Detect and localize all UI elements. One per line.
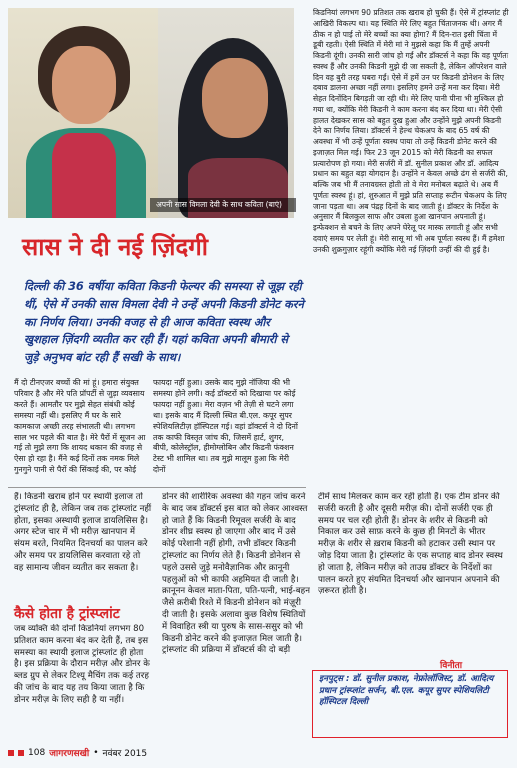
sidebar-column-1a: हैं। किडनी खराब होने पर स्थायी इलाज तो ट्रांस्प्लांट ही है, लेकिन जब तक ट्रांस्प्लांट नहीं होता, इसका अस्थायी इलाज डायलिसिस है। अगर स्टेज चार में भी मरीज़ खानपान में संयम बरते, नियमित दिनचर्या का पालन करे और समय पर डायलिसिस करवाता रहे तो वह सामान्य जीवन व्यतीत कर सकता है। — [14, 492, 152, 573]
story-column-2: फायदा नहीं हुआ। उसके बाद मुझे नॉजिया की भी समस्या होने लगी। कई डॉक्टरों को दिखाया पर कोई फायदा नहीं हुआ। मेरा वज़न भी तेज़ी से घटने लगा था। इसके बाद मैं दिल्ली स्थित बी.एल. कपूर सुपर स्पेशियलिटीज़ हॉस्पिटल गई। वहां डॉक्टर्स ने दो दिनों तक काफी विस्तृत जांच की, जिसमें हार्ट, शुगर, बीपी, कोलेस्ट्रॉल, हीमोग्लोबिन और किडनी फंक्शन टेस्ट भी शामिल था। तब मुझे मालूम हुआ कि मेरी दोनों — [153, 378, 298, 475]
page-number: 108 — [28, 747, 46, 758]
article-headline: सास ने दी नई ज़िंदगी — [22, 233, 208, 261]
article-intro: दिल्ली की 36 वर्षीया कविता किडनी फेल्यर की समस्या से जूझ रही थीं, ऐसे में उनकी सास विमला देवी ने उन्हें अपनी किडनी डोनेट करने का निर्णय लिया। उनकी वजह से ही आज कविता स्वस्थ और खुशहाल ज़िंदगी व्यतीत कर रही हैं। यहां कविता अपनी बीमारी से जुड़े अनुभव बांट रही हैं सखी के साथ। — [24, 280, 304, 365]
story-column-1: मैं दो टीनएजर बच्चों की मां हूं। हमारा संयुक्त परिवार है और मेरे पति प्रॉपर्टी से जुड़ा व्यवसाय करते हैं। आमतौर पर मुझे सेहत संबंधी कोई समस्या नहीं थी। इसलिए मैं घर के सारे कामकाज अच्छी तरह संभालती थी। लगभग साल भर पहले की बात है। मेरे पैरों में सूजन आ गई तो मुझे लगा कि शायद थकान की वजह से ऐसा हो रहा है। मैंने कई दिनों तक नमक मिले गुनगुने पानी से पैरों की सिंकाई की, पर कोई — [14, 378, 146, 475]
credit-text: डॉ. सुनील प्रकाश, नेफ्रोलॉजिस्ट, डॉ. आदित्य प्रधान ट्रांस्प्लांट सर्जन, बी.एल. कपूर सुपर स्पेशियलिटी हॉस्पिटल दिल्ली — [319, 674, 494, 707]
photo-kavita-and-mother-in-law — [8, 8, 294, 218]
footer-bullet: • — [93, 747, 99, 758]
story-column-right: किडनियां लगभग 90 प्रतिशत तक खराब हो चुकी हैं। ऐसे में ट्रांस्प्लांट ही आखिरी विकल्प था। यह स्थिति मेरे लिए बहुत चिंताजनक थी। अगर मैं ठीक न हो पाई तो मेरे बच्चों का क्या होगा? मैं दिन-रात इसी चिंता में डूबी रहती। ऐसी स्थिति में मेरी मां ने मुझसे कहा कि मैं तुम्हें अपनी किडनी दूंगी। उनकी सारी जांच हो गईं और डॉक्टर्स ने कहा कि वह पूर्णतः स्वस्थ हैं और उनकी किडनी मुझे दी जा सकती है, लेकिन ऑपरेशन वाले दिन वह बुरी तरह घबरा गईं। ऐसे में हमें उन पर किडनी डोनेशन के लिए दबाव डालना अच्छा नहीं लगा। इसलिए हमने उन्हें मना कर दिया। मेरी सेहत दिनोंदिन बिगड़ती जा रही थी। मेरे लिए पानी पीना भी मुश्किल हो गया था, क्योंकि मेरी किडनी ने काम करना बंद कर दिया था। मेरी ऐसी हालत देखकर सास को बहुत दुख हुआ और उन्होंने मुझे अपनी किडनी देने का निर्णय लिया। डॉक्टर्स ने हेल्थ चेकअप के बाद 65 वर्ष की अवस्था में भी उन्हें पूर्णतः स्वस्थ पाया तो उन्हें किडनी डोनेट करने की इजाज़त मिल गई। फिर 23 जून 2015 को मेरी किडनी का सफल प्रत्यारोपण हो गया। मेरी सर्जरी में डॉ. सुनील प्रकाश और डॉ. आदित्य प्रधान का बहुत बड़ा योगदान है। उन्होंने न केवल अच्छे ढंग से सर्जरी की, बल्कि जब भी मैं तनावग्रस्त होती तो वे मेरा मनोबल बढ़ाते थे। अब मैं पूर्णतः स्वस्थ हूं। हां, शुरुआत में मुझे प्रति सप्ताह रूटीन चेकअप के लिए जाना पड़ता था। अब पंद्रह दिनों के बाद जाती हूं। डॉक्टर के निर्देश के अनुसार मैं बिलकुल साफ और उबला हुआ खानपान अपनाती हूं। इन्फेक्शन से बचने के लिए अपने घेरेलू पर मास्क लगाती हूं और सभी दवाएं समय पर लेती हूं। मेरी सासू मां भी अब पूर्णतः स्वस्थ हैं। मैं हमेशा उनकी शुक्रगुज़ार रहूंगी क्योंकि मेरी नई ज़िंदगी उन्हीं की दी हुई है। — [313, 8, 509, 254]
magazine-brand: जागरणसखी — [49, 749, 90, 759]
sidebar-column-1b: जब व्यक्ति की दोनों किडनियां लगभग 80 प्रतिशत काम करना बंद कर देती हैं, तब इस समस्या का स्थायी इलाज ट्रांस्प्लांट ही होता है। इस प्रक्रिया के दौरान मरीज़ और डोनर के ब्लड ग्रुप से लेकर टिश्यू मैचिंग तक कई तरह की जांच के बाद यह तय किया जाता है कि डोनर मरीज़ के लिए सही है या नहीं। — [14, 624, 150, 705]
author-name: विनीता — [440, 661, 463, 671]
sidebar-column-2: डोनर की शारीरिक अवस्था की गहन जांच करने के बाद जब डॉक्टर्स इस बात को लेकर आश्वस्त हो जाते हैं कि किडनी रिमूवल सर्जरी के बाद डोनर शीघ्र स्वस्थ हो जाएगा और बाद में उसे कोई परेशानी नहीं होगी, तभी डॉक्टर किडनी ट्रांस्प्लांट का निर्णय लेते हैं। किडनी डोनेशन से पहले उससे जुड़े मनोवैज्ञानिक और क़ानूनी पहलुओं को भी काफी अहमियत दी जाती है। क़ानूनन केवल माता-पिता, पति-पत्नी, भाई-बहन जैसे क़रीबी रिश्ते में किडनी डोनेशन को मंज़ूरी दी जाती है। इसके अलावा कुछ विशेष स्थितियों में विवाहित स्त्री या पुरुष के सास-ससुर को भी किडनी डोनेट करने की इजाज़त मिल जाती है। ट्रांस्प्लांट की प्रक्रिया में डॉक्टर्स की दो बड़ी — [162, 492, 310, 656]
footer-square-icon — [18, 750, 24, 756]
section-divider — [8, 487, 306, 488]
sidebar-column-3: टीमें साथ मिलकर काम कर रही होती हैं। एक टीम डोनर की सर्जरी करती है और दूसरी मरीज़ की। दोनों सर्जरी एक ही समय पर चल रही होती हैं। डोनर के शरीर से किडनी को निकाल कर उसे साफ़ करने के कुछ ही मिनटों के भीतर मरीज़ के शरीर से ख़राब किडनी को हटाकर उसी स्थान पर जोड़ दिया जाता है। ट्रांस्प्लांट के एक सप्ताह बाद डोनर स्वस्थ हो जाता है, लेकिन मरीज़ को ताउम्र डॉक्टर के निर्देशों का पालन करते हुए संयमित दिनचर्या और खानपान अपनाने की ज़रूरत होती है। — [318, 492, 503, 597]
footer-square-icon — [8, 750, 14, 756]
kavita-portrait — [8, 8, 158, 218]
vimla-devi-portrait — [158, 8, 294, 218]
photo-caption: अपनी सास विमला देवी के साथ कविता (बाएं) — [150, 198, 296, 212]
sidebar-subheading: कैसे होता है ट्रांस्प्लांट — [14, 606, 120, 622]
inputs-credit-box — [312, 670, 508, 738]
page-footer — [8, 746, 147, 759]
credit-label: इनपुट्स : — [319, 674, 350, 684]
issue-month: नवंबर 2015 — [102, 749, 148, 759]
